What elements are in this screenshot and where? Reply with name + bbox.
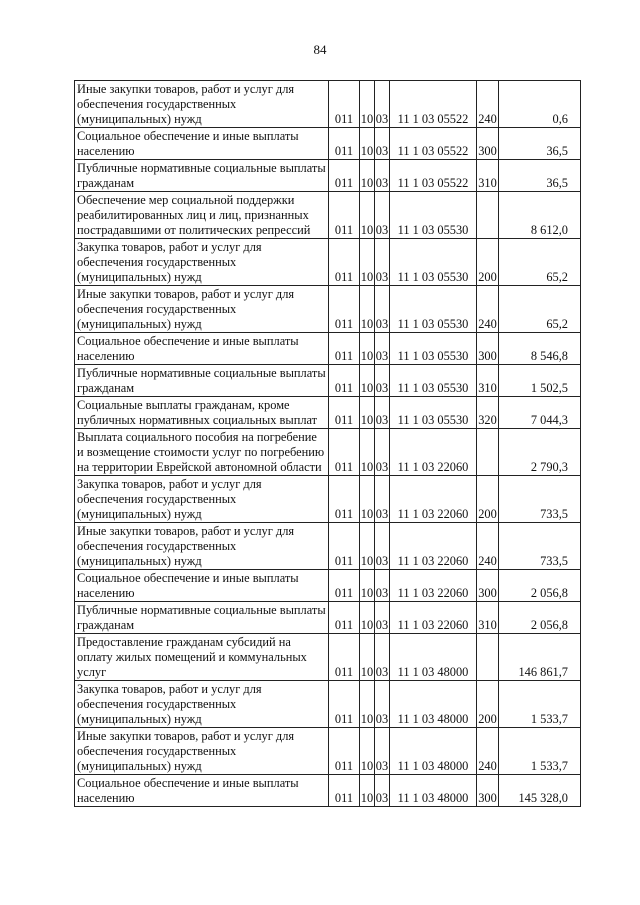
- table-row: [75, 775, 581, 807]
- subsection-code-cell: 03: [375, 570, 390, 602]
- amount-cell: 1 533,7: [499, 681, 581, 728]
- amount-cell: 36,5: [499, 160, 581, 192]
- ministry-code-cell: 011: [329, 681, 360, 728]
- section-code-cell: 10: [360, 192, 375, 239]
- expense-type-code-cell: 240: [477, 523, 499, 570]
- ministry-code-cell: 011: [329, 365, 360, 397]
- section-code-cell: 10: [360, 634, 375, 681]
- table-row: [75, 523, 581, 570]
- section-code-cell: 10: [360, 286, 375, 333]
- table-row: [75, 602, 581, 634]
- amount-cell: 1 533,7: [499, 728, 581, 775]
- subsection-code-cell: 03: [375, 286, 390, 333]
- ministry-code-cell: 011: [329, 192, 360, 239]
- item-name-cell: Выплата социального пособия на погребение и возмещение стоимости услуг по погребению на территории Еврейской автономной области: [75, 429, 329, 476]
- expense-type-code-cell: 240: [477, 286, 499, 333]
- item-name-cell: Социальное обеспечение и иные выплаты населению: [75, 570, 329, 602]
- section-code-cell: 10: [360, 476, 375, 523]
- subsection-code-cell: 03: [375, 397, 390, 429]
- table-row: [75, 429, 581, 476]
- ministry-code-cell: 011: [329, 634, 360, 681]
- target-article-code-cell: 11 1 03 05522: [390, 128, 477, 160]
- item-name-cell: Публичные нормативные социальные выплаты гражданам: [75, 602, 329, 634]
- subsection-code-cell: 03: [375, 239, 390, 286]
- ministry-code-cell: 011: [329, 333, 360, 365]
- section-code-cell: 10: [360, 775, 375, 807]
- item-name-cell: Публичные нормативные социальные выплаты гражданам: [75, 365, 329, 397]
- target-article-code-cell: 11 1 03 48000: [390, 634, 477, 681]
- ministry-code-cell: 011: [329, 476, 360, 523]
- target-article-code-cell: 11 1 03 22060: [390, 602, 477, 634]
- table-row: [75, 681, 581, 728]
- target-article-code-cell: 11 1 03 05530: [390, 239, 477, 286]
- table-row: [75, 286, 581, 333]
- target-article-code-cell: 11 1 03 48000: [390, 775, 477, 807]
- subsection-code-cell: 03: [375, 192, 390, 239]
- item-name-cell: Закупка товаров, работ и услуг для обеспечения государственных (муниципальных) нужд: [75, 476, 329, 523]
- target-article-code-cell: 11 1 03 22060: [390, 523, 477, 570]
- ministry-code-cell: 011: [329, 602, 360, 634]
- expense-type-code-cell: 300: [477, 128, 499, 160]
- target-article-code-cell: 11 1 03 05530: [390, 192, 477, 239]
- section-code-cell: 10: [360, 728, 375, 775]
- expense-type-code-cell: 200: [477, 681, 499, 728]
- item-name-cell: Социальные выплаты гражданам, кроме публичных нормативных социальных выплат: [75, 397, 329, 429]
- target-article-code-cell: 11 1 03 22060: [390, 429, 477, 476]
- ministry-code-cell: 011: [329, 523, 360, 570]
- item-name-cell: Иные закупки товаров, работ и услуг для обеспечения государственных (муниципальных) нужд: [75, 286, 329, 333]
- amount-cell: 145 328,0: [499, 775, 581, 807]
- subsection-code-cell: 03: [375, 681, 390, 728]
- amount-cell: 36,5: [499, 128, 581, 160]
- ministry-code-cell: 011: [329, 239, 360, 286]
- subsection-code-cell: 03: [375, 333, 390, 365]
- subsection-code-cell: 03: [375, 365, 390, 397]
- expense-type-code-cell: 200: [477, 476, 499, 523]
- amount-cell: 2 056,8: [499, 602, 581, 634]
- subsection-code-cell: 03: [375, 429, 390, 476]
- target-article-code-cell: 11 1 03 48000: [390, 681, 477, 728]
- target-article-code-cell: 11 1 03 05522: [390, 81, 477, 128]
- subsection-code-cell: 03: [375, 728, 390, 775]
- ministry-code-cell: 011: [329, 429, 360, 476]
- ministry-code-cell: 011: [329, 286, 360, 333]
- item-name-cell: Социальное обеспечение и иные выплаты населению: [75, 775, 329, 807]
- ministry-code-cell: 011: [329, 81, 360, 128]
- ministry-code-cell: 011: [329, 728, 360, 775]
- amount-cell: 8 612,0: [499, 192, 581, 239]
- expense-type-code-cell: 310: [477, 602, 499, 634]
- item-name-cell: Иные закупки товаров, работ и услуг для обеспечения государственных (муниципальных) нужд: [75, 728, 329, 775]
- amount-cell: 146 861,7: [499, 634, 581, 681]
- expense-type-code-cell: 200: [477, 239, 499, 286]
- target-article-code-cell: 11 1 03 05530: [390, 365, 477, 397]
- expense-type-code-cell: 300: [477, 775, 499, 807]
- expense-type-code-cell: [477, 192, 499, 239]
- amount-cell: 2 790,3: [499, 429, 581, 476]
- target-article-code-cell: 11 1 03 22060: [390, 476, 477, 523]
- section-code-cell: 10: [360, 523, 375, 570]
- amount-cell: 2 056,8: [499, 570, 581, 602]
- table-row: [75, 397, 581, 429]
- subsection-code-cell: 03: [375, 602, 390, 634]
- section-code-cell: 10: [360, 128, 375, 160]
- item-name-cell: Закупка товаров, работ и услуг для обеспечения государственных (муниципальных) нужд: [75, 239, 329, 286]
- amount-cell: 733,5: [499, 476, 581, 523]
- table-row: [75, 128, 581, 160]
- amount-cell: 65,2: [499, 239, 581, 286]
- section-code-cell: 10: [360, 602, 375, 634]
- ministry-code-cell: 011: [329, 397, 360, 429]
- expense-type-code-cell: 240: [477, 81, 499, 128]
- table-row: [75, 160, 581, 192]
- section-code-cell: 10: [360, 429, 375, 476]
- subsection-code-cell: 03: [375, 128, 390, 160]
- section-code-cell: 10: [360, 365, 375, 397]
- expense-type-code-cell: 300: [477, 333, 499, 365]
- section-code-cell: 10: [360, 239, 375, 286]
- expense-type-code-cell: 240: [477, 728, 499, 775]
- subsection-code-cell: 03: [375, 81, 390, 128]
- ministry-code-cell: 011: [329, 570, 360, 602]
- expense-type-code-cell: 300: [477, 570, 499, 602]
- amount-cell: 733,5: [499, 523, 581, 570]
- ministry-code-cell: 011: [329, 160, 360, 192]
- subsection-code-cell: 03: [375, 634, 390, 681]
- item-name-cell: Иные закупки товаров, работ и услуг для обеспечения государственных (муниципальных) нужд: [75, 81, 329, 128]
- expense-type-code-cell: 320: [477, 397, 499, 429]
- ministry-code-cell: 011: [329, 775, 360, 807]
- table-row: [75, 81, 581, 128]
- table-row: [75, 634, 581, 681]
- budget-table-body: [75, 81, 581, 807]
- amount-cell: 65,2: [499, 286, 581, 333]
- target-article-code-cell: 11 1 03 05530: [390, 397, 477, 429]
- item-name-cell: Предоставление гражданам субсидий на оплату жилых помещений и коммунальных услуг: [75, 634, 329, 681]
- section-code-cell: 10: [360, 681, 375, 728]
- table-row: [75, 333, 581, 365]
- target-article-code-cell: 11 1 03 05522: [390, 160, 477, 192]
- section-code-cell: 10: [360, 570, 375, 602]
- section-code-cell: 10: [360, 397, 375, 429]
- item-name-cell: Иные закупки товаров, работ и услуг для обеспечения государственных (муниципальных) нужд: [75, 523, 329, 570]
- item-name-cell: Социальное обеспечение и иные выплаты населению: [75, 333, 329, 365]
- target-article-code-cell: 11 1 03 05530: [390, 333, 477, 365]
- subsection-code-cell: 03: [375, 476, 390, 523]
- amount-cell: 8 546,8: [499, 333, 581, 365]
- item-name-cell: Публичные нормативные социальные выплаты гражданам: [75, 160, 329, 192]
- expense-type-code-cell: [477, 634, 499, 681]
- page-number: 84: [313, 42, 327, 57]
- item-name-cell: Социальное обеспечение и иные выплаты населению: [75, 128, 329, 160]
- table-row: [75, 192, 581, 239]
- amount-cell: 1 502,5: [499, 365, 581, 397]
- target-article-code-cell: 11 1 03 48000: [390, 728, 477, 775]
- subsection-code-cell: 03: [375, 523, 390, 570]
- subsection-code-cell: 03: [375, 160, 390, 192]
- section-code-cell: 10: [360, 160, 375, 192]
- table-row: [75, 728, 581, 775]
- expense-type-code-cell: 310: [477, 365, 499, 397]
- amount-cell: 0,6: [499, 81, 581, 128]
- target-article-code-cell: 11 1 03 22060: [390, 570, 477, 602]
- target-article-code-cell: 11 1 03 05530: [390, 286, 477, 333]
- item-name-cell: Обеспечение мер социальной поддержки реабилитированных лиц и лиц, признанных пострадавшими от политических репрессий: [75, 192, 329, 239]
- table-row: [75, 476, 581, 523]
- amount-cell: 7 044,3: [499, 397, 581, 429]
- table-row: [75, 239, 581, 286]
- table-row: [75, 570, 581, 602]
- table-row: [75, 365, 581, 397]
- section-code-cell: 10: [360, 333, 375, 365]
- item-name-cell: Закупка товаров, работ и услуг для обеспечения государственных (муниципальных) нужд: [75, 681, 329, 728]
- subsection-code-cell: 03: [375, 775, 390, 807]
- ministry-code-cell: 011: [329, 128, 360, 160]
- budget-table: [74, 80, 581, 807]
- expense-type-code-cell: [477, 429, 499, 476]
- section-code-cell: 10: [360, 81, 375, 128]
- expense-type-code-cell: 310: [477, 160, 499, 192]
